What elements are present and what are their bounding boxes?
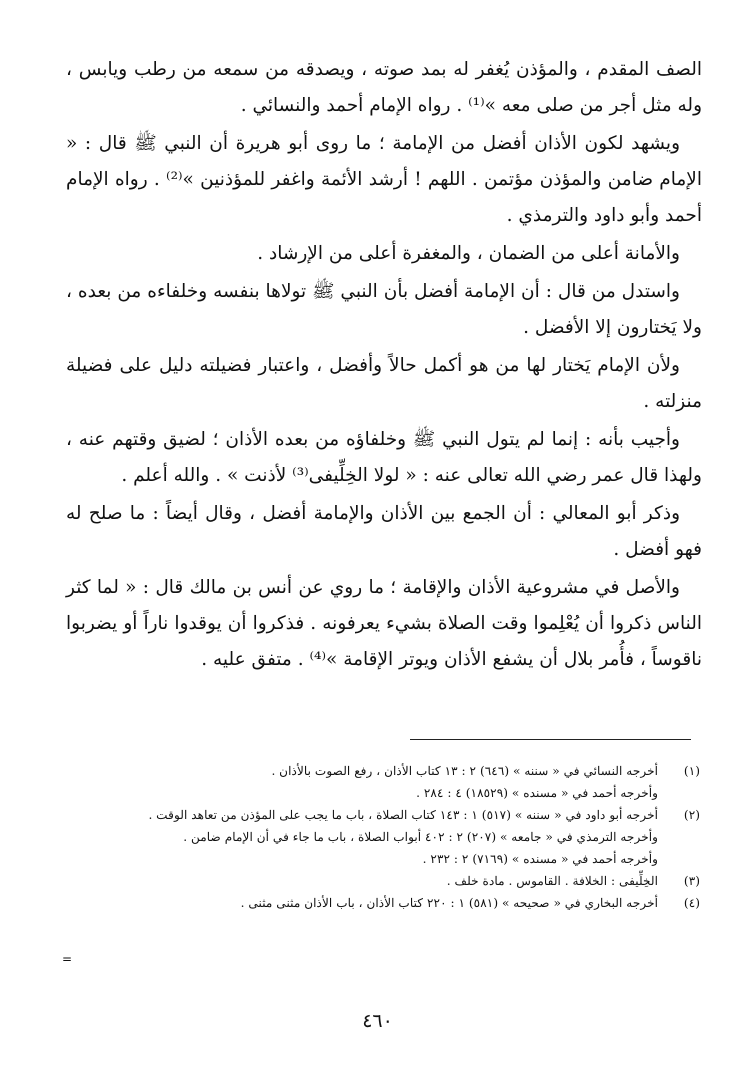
footnote-line: وأخرجه أحمد في « مسنده » (١٨٥٢٩) ٤ : ٢٨٤ . [416,786,658,800]
footnote-4 [60,892,700,914]
paragraph-6: وأجيب بأنه : إنما لم يتول النبي ﷺ وخلفاؤه من بعده الأذان ؛ لضيق وقتهم عنه ، ولهذا قال عمر رضي الله تعالى عنه : « لولا الخِلِّيفى⁽³⁾ لأذنت » . والله أعلم . [66,429,702,486]
footnote-1 [60,760,700,804]
footnote-line: وأخرجه الترمذي في « جامعه » (٢٠٧) ٢ : ٤٠٢ أبواب الصلاة ، باب ما جاء في أن الإمام ضامن . [183,830,658,844]
footnote-line: وأخرجه أحمد في « مسنده » (٧١٦٩) ٢ : ٢٣٢ . [422,852,658,866]
footnote-line: أخرجه النسائي في « سننه » (٦٤٦) ٢ : ١٣ كتاب الأذان ، رفع الصوت بالأذان . [271,764,658,778]
footnote-line: أخرجه أبو داود في « سننه » (٥١٧) ١ : ١٤٣ كتاب الصلاة ، باب ما يجب على المؤذن من تعاهد الوقت . [148,808,658,822]
paragraph-7: وذكر أبو المعالي : أن الجمع بين الأذان والإمامة أفضل ، وقال أيضاً : ما صلح له فهو أفضل . [66,503,702,560]
footnote-separator [410,739,691,740]
paragraph-8: والأصل في مشروعية الأذان والإقامة ؛ ما روي عن أنس بن مالك قال : « لما كثر الناس ذكروا أن يُعْلِموا وقت الصلاة بشيء يعرفونه . فذكروا أن يوقدوا ناراً أو يضربوا ناقوساً ، فأُمر بلال أن يشفع الأذان ويوتر الإقامة »⁽⁴⁾ . متفق عليه . [66,577,702,670]
footnote-number: (١) [683,764,700,778]
footnote-number: (٣) [683,874,700,888]
paragraph-3: والأمانة أعلى من الضمان ، والمغفرة أعلى من الإرشاد . [257,243,680,264]
footnote-number: (٤) [683,896,700,910]
footnotes [60,760,700,914]
footnote-2 [60,804,700,870]
footnote-line: الخِلِّيفى : الخلافة . القاموس . مادة خلف . [446,874,658,888]
footnote-number: (٢) [683,808,700,822]
continuation-mark: = [62,952,73,966]
footnote-line: أخرجه البخاري في « صحيحه » (٥٨١) ١ : ٢٢٠ كتاب الأذان ، باب الأذان مثنى مثنى . [240,896,658,910]
paragraph-1: الصف المقدم ، والمؤذن يُغفر له بمد صوته ، ويصدقه من سمعه من رطب ويابس ، وله مثل أجر من صلى معه »⁽¹⁾ . رواه الإمام أحمد والنسائي . [66,59,702,116]
paragraph-2: ويشهد لكون الأذان أفضل من الإمامة ؛ ما روى أبو هريرة أن النبي ﷺ قال : « الإمام ضامن والمؤذن مؤتمن . اللهم ! أرشد الأئمة واغفر للمؤذنين »⁽²⁾ . رواه الإمام أحمد وأبو داود والترمذي . [66,133,702,226]
paragraph-5: ولأن الإمام يَختار لها من هو أكمل حالاً وأفضل ، واعتبار فضيلته دليل على فضيلة منزلته . [66,355,702,412]
main-text [66,52,702,680]
paragraph-4: واستدل من قال : أن الإمامة أفضل بأن النبي ﷺ تولاها بنفسه وخلفاءه من بعده ، ولا يَختارون إلا الأفضل . [66,281,702,338]
footnote-3 [60,870,700,892]
page-number: ٤٦٠ [362,1010,393,1032]
